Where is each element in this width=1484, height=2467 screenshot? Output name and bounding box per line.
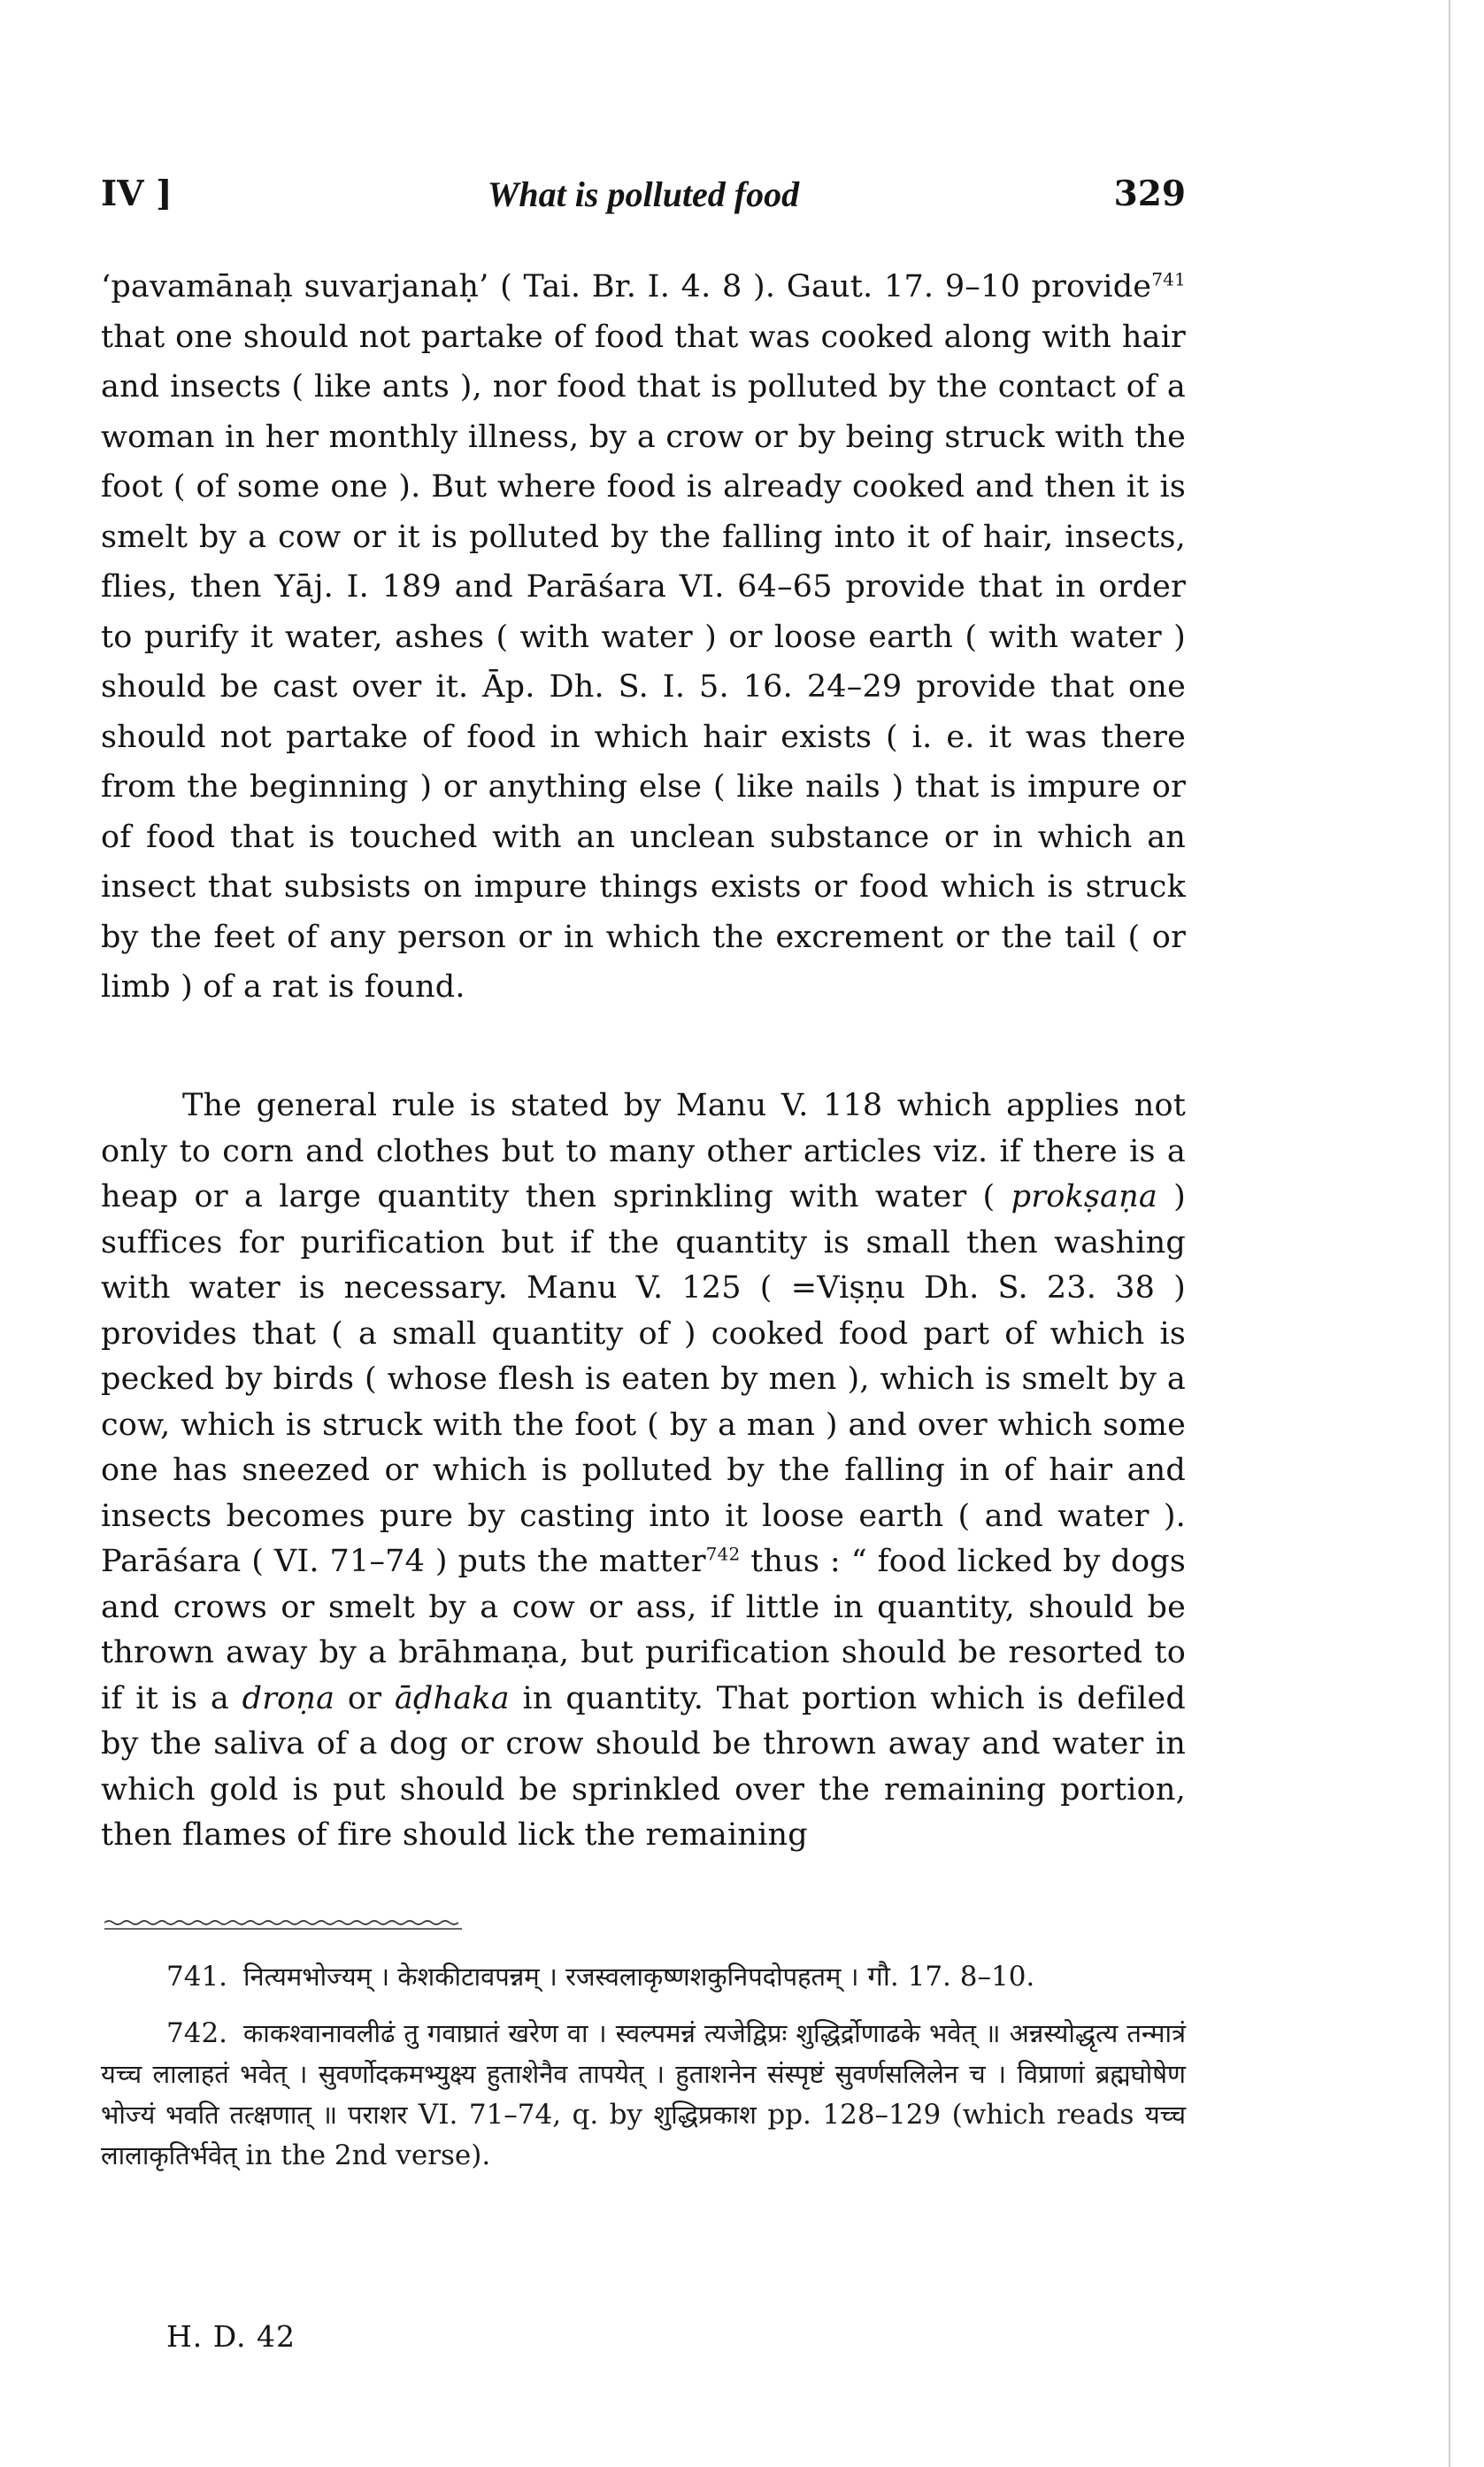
footnote-separator [104, 1919, 462, 1931]
printer-signature: H. D. 42 [166, 2319, 296, 2354]
paragraph-1 [101, 262, 1186, 1013]
footnotes [101, 1956, 1186, 2192]
footnote-number: 741. [166, 1961, 228, 1993]
footnote-tail: in the 2nd verse). [236, 2139, 491, 2171]
paragraph-2-text-d: or [334, 1680, 395, 1716]
term-drona: droṇa [242, 1680, 335, 1716]
footnote-source: VI. 71–74, q. by [407, 2099, 654, 2131]
paragraph-2-text-a: The general rule is stated by Manu V. 118 which applies not only to corn and clothes but to many other articles viz. if there is a heap or a large quantity then sprinkling with water ( [101, 1088, 1186, 1214]
footnote-sanskrit: नित्यमभोज्यम् । केशकीटावपन्नम् । रजस्वलाकृष्णशकुनिपदोपहतम् । [243, 1962, 859, 1992]
footnote-pages: pp. 128–129 (which reads [756, 2099, 1145, 2131]
running-head [101, 173, 1186, 227]
page-title: What is polluted food [487, 174, 800, 214]
footnote-variant-reading: यच्च लालाकृतिर्भवेत् [101, 2100, 1186, 2170]
paragraph-2 [101, 1083, 1186, 1859]
chapter-marker: IV ] [101, 173, 173, 214]
footnote-work-title: शुद्धिप्रकाश [653, 2100, 757, 2130]
paragraph-2-text-c: thus : “ food licked by dogs and crows or smelt by a cow or ass, if little in quantity, should be thrown away by a brāhmaṇa, but purification should be resorted to if it is a [101, 1544, 1186, 1716]
page-edge-line [1449, 0, 1450, 2467]
footnote-number: 742. [166, 2017, 228, 2049]
footnote-ref-741: 741 [1151, 268, 1186, 290]
paragraph-2-text-e: in quantity. That portion which is defiled by the saliva of a dog or crow should be thrown away and water in which gold is put should be sprinkled over the remaining portion, then flames of fire should lick the remaining [101, 1680, 1186, 1853]
footnote-742 [101, 2013, 1186, 2176]
footnote-ref-742: 742 [705, 1543, 741, 1565]
footnote-sanskrit: काकश्वानावलीढं तु गवाघ्रातं खरेण वा । स्वल्पमन्नं त्यजेद्विप्रः शुद्धिर्द्रोणाढके भवेत् ॥ अन्नस्योद्धृत्य तन्मात्रं यच्च लालाहतं भवेत् । सुवर्णोदकमभ्युक्ष्य हुताशेनैव तापयेत् । हुताशनेन संस्पृष्टं सुवर्णसलिलेन च । विप्राणां ब्रह्मघोषेण भोज्यं भवति तत्क्षणात् ॥ पराशर [101, 2018, 1186, 2130]
term-proksana: prokṣaṇa [1011, 1179, 1157, 1214]
page-number: 329 [1113, 173, 1186, 214]
paragraph-2-text-b: ) suffices for purification but if the quantity is small then washing with water is necessary. Manu V. 125 ( =Viṣṇu Dh. S. 23. 38 ) provides that ( a small quantity of ) cooked food part of which is pecked by birds ( whose flesh is eaten by men ), which is smelt by a cow, which is struck with the foot ( by a man ) and over which some one has sneezed or which is polluted by the falling in of hair and insects becomes pure by casting into it loose earth ( and water ). Parāśara ( VI. 71–74 ) puts the matter [101, 1179, 1187, 1579]
footnote-741 [101, 1956, 1186, 1997]
footnote-source: गौ. 17. 8–10. [858, 1961, 1035, 1993]
term-adhaka: āḍhaka [394, 1680, 510, 1716]
paragraph-1-text-b: that one should not partake of food that was cooked along with hair and insects ( like ants ), nor food that is polluted by the contact of a woman in her monthly illness, by a crow or by being struck with the foot ( of some one ). But where food is already cooked and then it is smelt by a cow or it is polluted by the falling into it of hair, insects, flies, then Yāj. I. 189 and Parāśara VI. 64–65 provide that in order to purify it water, ashes ( with water ) or loose earth ( with water ) should be cast over it. Āp. Dh. S. I. 5. 16. 24–29 provide that one should not partake of food in which hair exists ( i. e. it was there from the beginning ) or anything else ( like nails ) that is impure or of food that is touched with an unclean substance or in which an insect that subsists on impure things exists or food which is struck by the feet of any person or in which the excrement or the tail ( or limb ) of a rat is found. [101, 319, 1186, 1005]
paragraph-1-text-a: ‘pavamānaḥ suvarjanaḥ’ ( Tai. Br. I. 4. 8 ). Gaut. 17. 9–10 provide [101, 269, 1152, 305]
